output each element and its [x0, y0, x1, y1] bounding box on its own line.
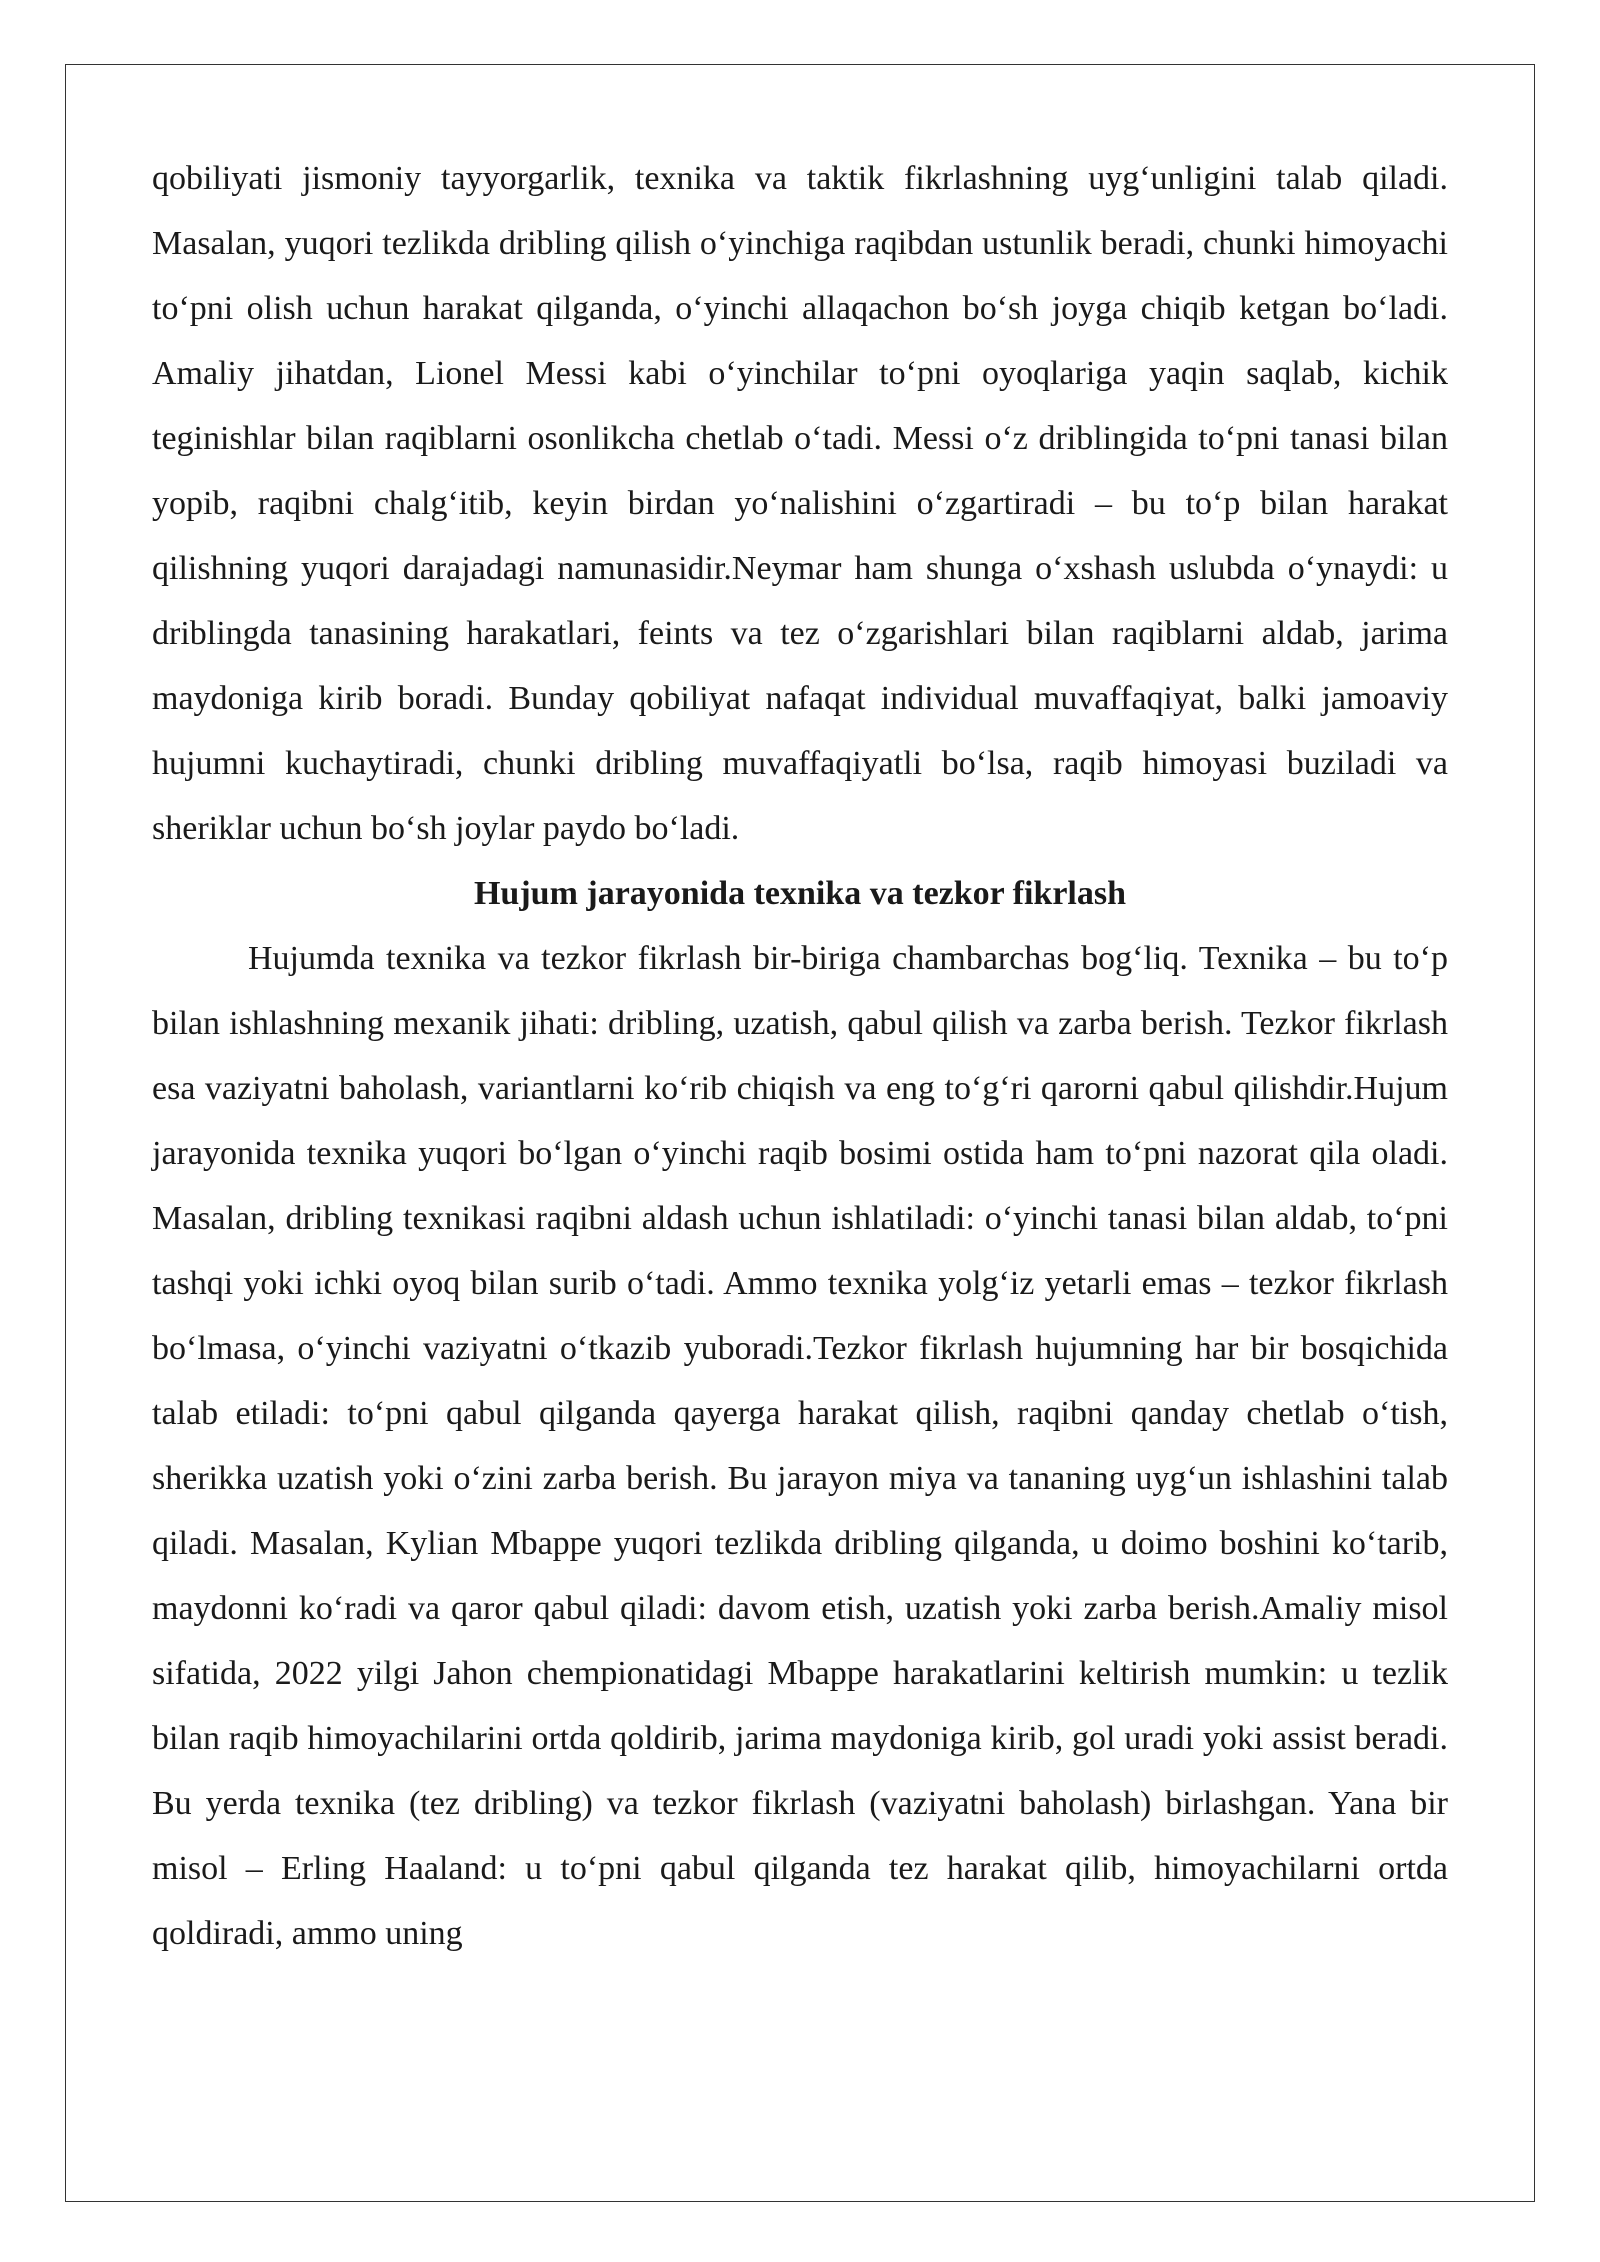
- paragraph-technique: Hujumda texnika va tezkor fikrlash bir-biriga chambarchas bog‘liq. Texnika – bu to‘p bilan ishlashning mexanik jihati: dribling, uzatish, qabul qilish va zarba berish. Tezkor fikrlash esa vaziyatni baholash, variantlarni ko‘rib chiqish va eng to‘g‘ri qarorni qabul qilishdir.Hujum jarayonida texnika yuqori bo‘lgan o‘yinchi raqib bosimi ostida ham to‘pni nazorat qila oladi. Masalan, dribling texnikasi raqibni aldash uchun ishlatiladi: o‘yinchi tanasi bilan aldab, to‘pni tashqi yoki ichki oyoq bilan surib o‘tadi. Ammo texnika yolg‘iz yetarli emas – tezkor fikrlash bo‘lmasa, o‘yinchi vaziyatni o‘tkazib yuboradi.Tezkor fikrlash hujumning har bir bosqichida talab etiladi: to‘pni qabul qilganda qayerga harakat qilish, raqibni qanday chetlab o‘tish, sherikka uzatish yoki o‘zini zarba berish. Bu jarayon miya va tananing uyg‘un ishlashini talab qiladi. Masalan, Kylian Mbappe yuqori tezlikda dribling qilganda, u doimo boshini ko‘tarib, maydonni ko‘radi va qaror qabul qiladi: davom etish, uzatish yoki zarba berish.Amaliy misol sifatida, 2022 yilgi Jahon chempionatidagi Mbappe harakatlarini keltirish mumkin: u tezlik bilan raqib himoyachilarini ortda qoldirib, jarima maydoniga kirib, gol uradi yoki assist beradi. Bu yerda texnika (tez dribling) va tezkor fikrlash (vaziyatni baholash) birlashgan. Yana bir misol – Erling Haaland: u to‘pni qabul qilganda tez harakat qilib, himoyachilarni ortda qoldiradi, ammo uning: [152, 940, 1448, 1952]
- paragraph-dribbling: qobiliyati jismoniy tayyorgarlik, texnika va taktik fikrlashning uyg‘unligini talab qiladi. Masalan, yuqori tezlikda dribling qilish o‘yinchiga raqibdan ustunlik beradi, chunki himoyachi to‘pni olish uchun harakat qilganda, o‘yinchi allaqachon bo‘sh joyga chiqib ketgan bo‘ladi. Amaliy jihatdan, Lionel Messi kabi o‘yinchilar to‘pni oyoqlariga yaqin saqlab, kichik teginishlar bilan raqiblarni osonlikcha chetlab o‘tadi. Messi o‘z driblingida to‘pni tanasi bilan yopib, raqibni chalg‘itib, keyin birdan yo‘nalishini o‘zgartiradi – bu to‘p bilan harakat qilishning yuqori darajadagi namunasidir.Neymar ham shunga o‘xshash uslubda o‘ynaydi: u driblingda tanasining harakatlari, feints va tez o‘zgarishlari bilan raqiblarni aldab, jarima maydoniga kirib boradi. Bunday qobiliyat nafaqat individual muvaffaqiyat, balki jamoaviy hujumni kuchaytiradi, chunki dribling muvaffaqiyatli bo‘lsa, raqib himoyasi buziladi va sheriklar uchun bo‘sh joylar paydo bo‘ladi.: [152, 160, 1448, 847]
- section-heading: Hujum jarayonida texnika va tezkor fikrlash: [473, 875, 1126, 912]
- document-body: [152, 146, 1448, 1966]
